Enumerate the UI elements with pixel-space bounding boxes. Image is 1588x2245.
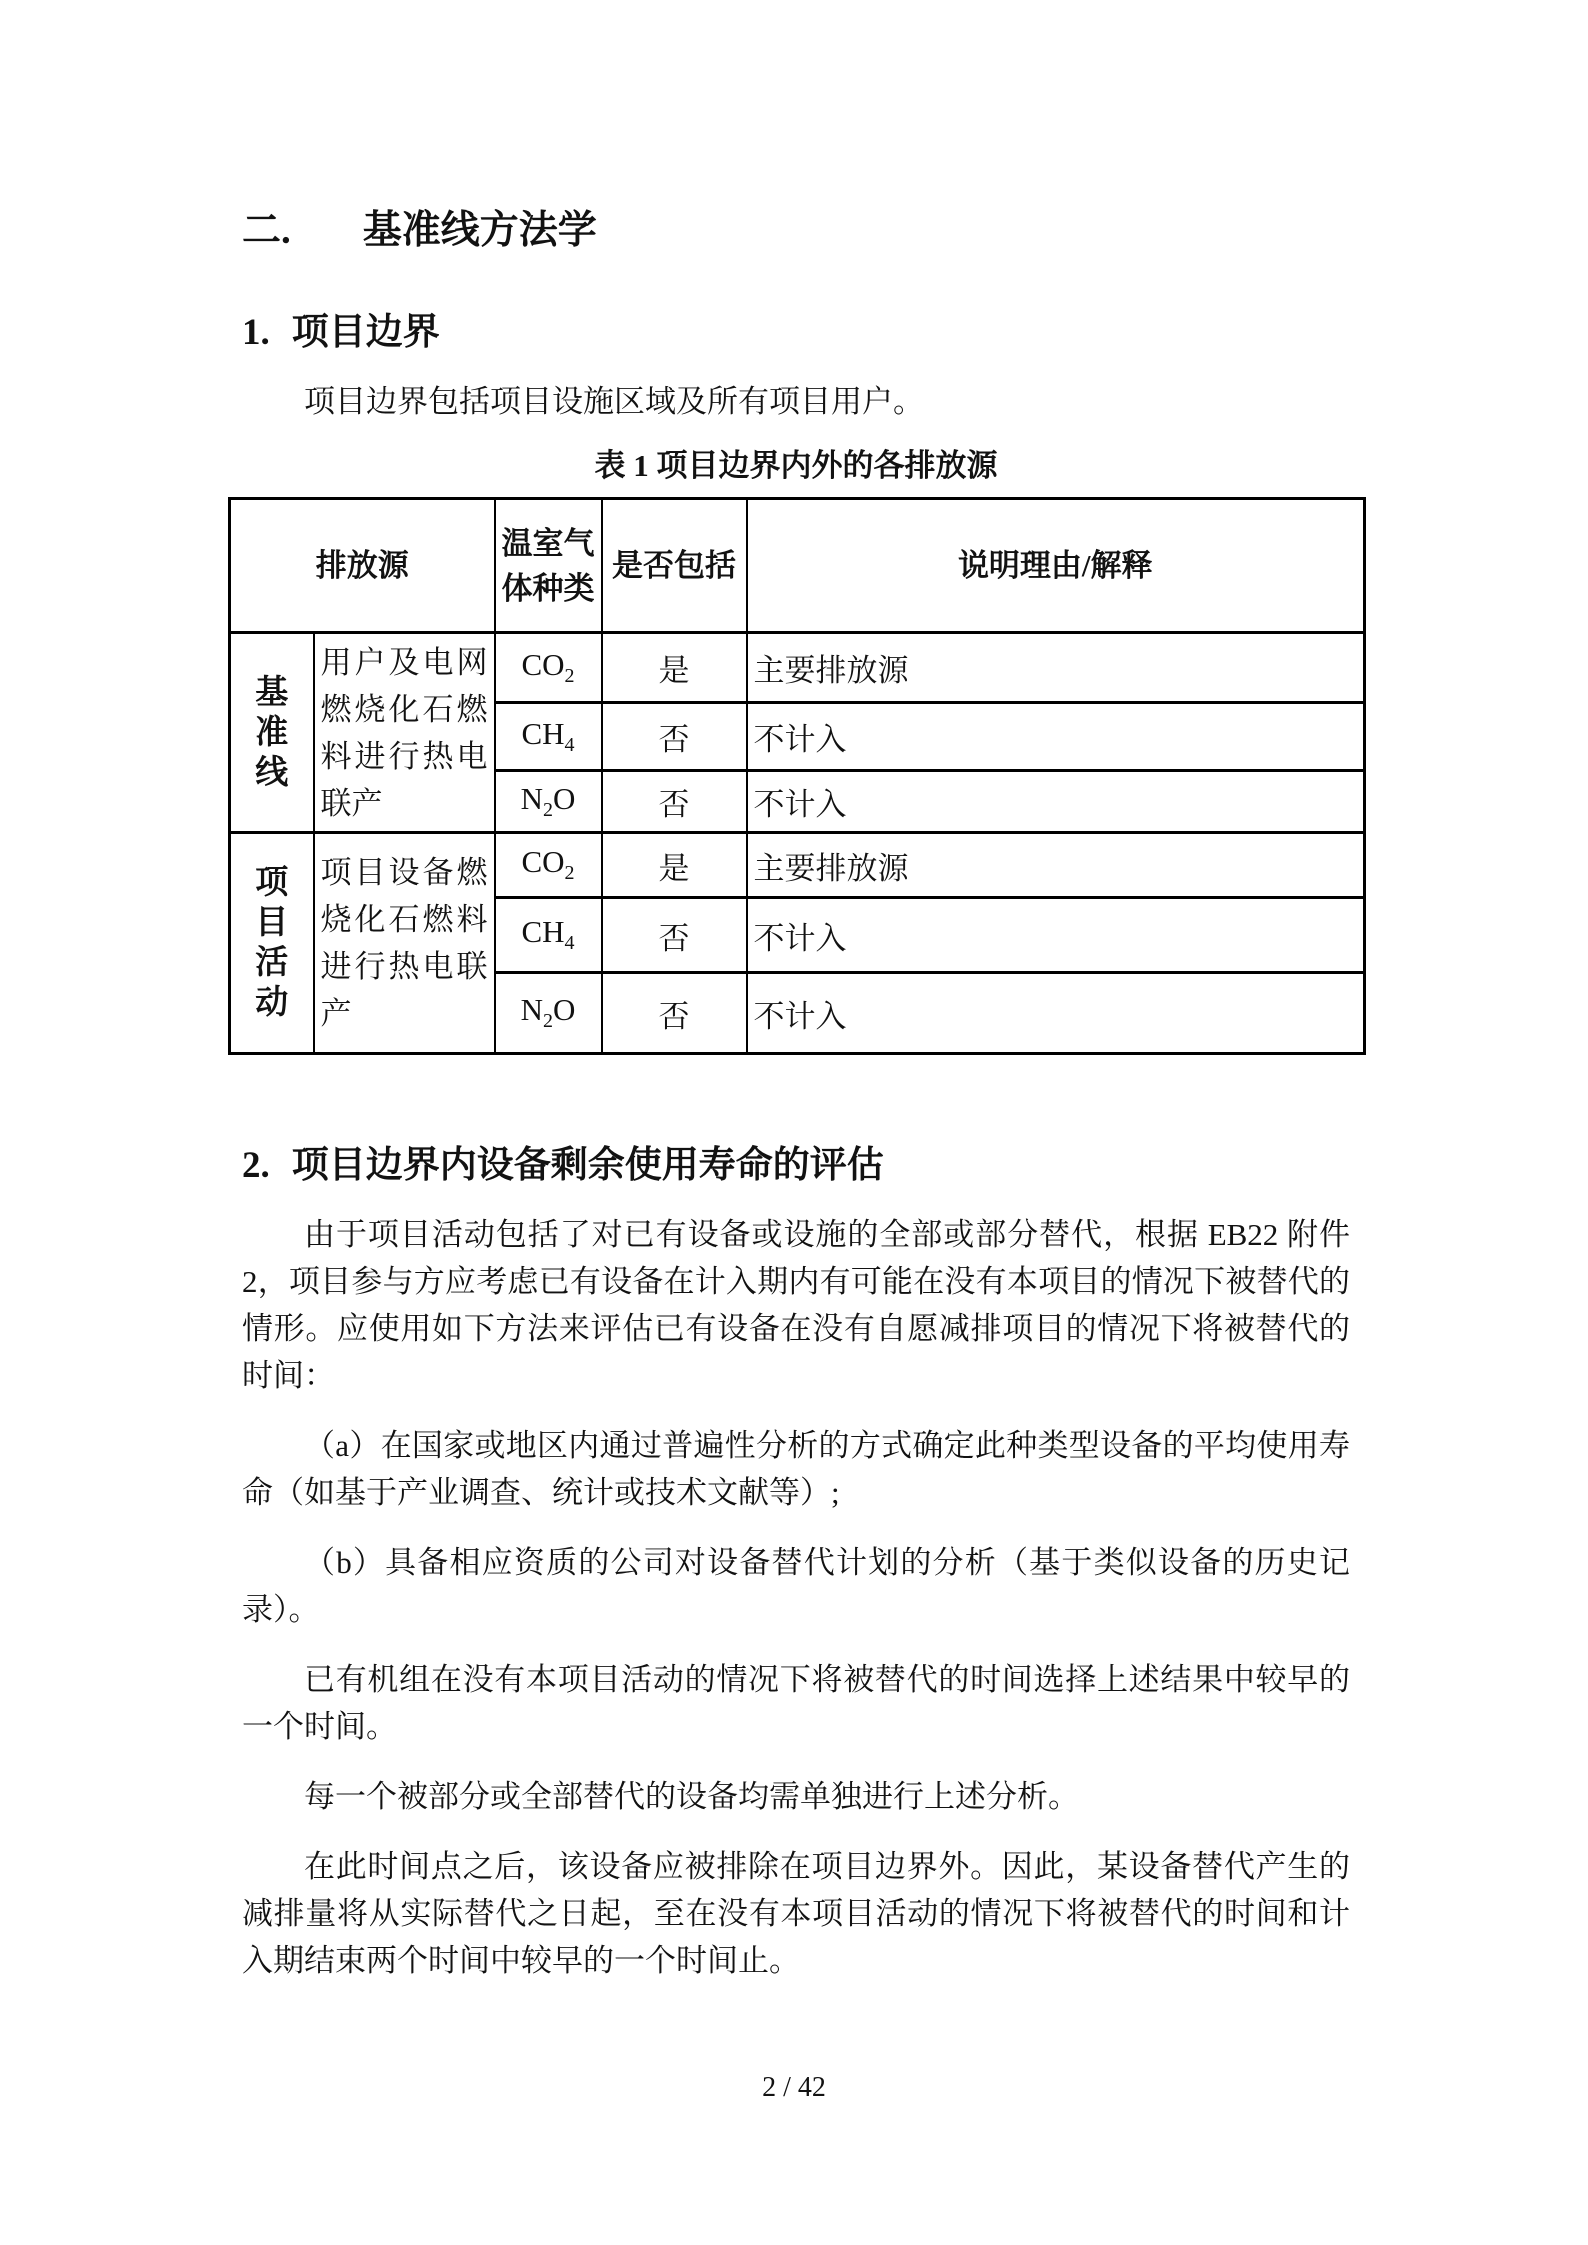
emission-sources-table <box>228 497 1366 1055</box>
gas-subscript: 2 <box>543 1010 553 1033</box>
included-cell: 否 <box>602 771 747 833</box>
gas-cell <box>495 973 602 1054</box>
included-cell: 否 <box>602 703 747 771</box>
justification-cell: 不计入 <box>747 898 1365 973</box>
section-1-number: 1. <box>242 312 270 353</box>
included-cell: 否 <box>602 973 747 1054</box>
header-included: 是否包括 <box>602 499 747 633</box>
group-label-cell <box>230 833 314 1054</box>
main-heading-number: 二. <box>242 209 291 252</box>
section-2-heading <box>242 1145 1350 1187</box>
source-description-cell: 项目设备燃烧化石燃料进行热电联产 <box>314 833 495 1054</box>
paragraph-item-b: （b）具备相应资质的公司对设备替代计划的分析（基于类似设备的历史记录）。 <box>242 1545 1350 1627</box>
gas-subscript: 2 <box>564 665 575 688</box>
header-source: 排放源 <box>230 499 495 633</box>
gas-cell <box>495 703 602 771</box>
table-caption: 表 1 项目边界内外的各排放源 <box>594 448 998 483</box>
paragraph: 由于项目活动包括了对已有设备或设施的全部或部分替代，根据 EB22 附件 2，项目参与方应考虑已有设备在计入期内有可能在没有本项目的情况下被替代的情形。应使用如下方法来评估已有设备在没有自愿减排项目的情况下将被替代的时间： <box>242 1217 1350 1393</box>
gas-formula: CO <box>521 646 565 682</box>
paragraph: 已有机组在没有本项目活动的情况下将被替代的时间选择上述结果中较早的一个时间。 <box>242 1662 1350 1744</box>
gas-formula: N <box>520 992 543 1028</box>
justification-cell: 主要排放源 <box>747 833 1365 898</box>
gas-subscript: 4 <box>564 932 575 955</box>
gas-subscript: 2 <box>543 799 553 822</box>
main-heading-title: 基准线方法学 <box>362 209 597 252</box>
included-cell: 否 <box>602 898 747 973</box>
section-1-paragraph: 项目边界包括项目设施区域及所有项目用户。 <box>304 384 924 419</box>
paragraph-item-a: （a）在国家或地区内通过普遍性分析的方式确定此种类型设备的平均使用寿命（如基于产业调查、统计或技术文献等）; <box>242 1428 1350 1510</box>
gas-formula: CH <box>521 914 565 950</box>
section-2-number: 2. <box>242 1145 270 1186</box>
paragraph: 在此时间点之后，该设备应被排除在项目边界外。因此，某设备替代产生的减排量将从实际替代之日起，至在没有本项目活动的情况下将被替代的时间和计入期结束两个时间中较早的一个时间止。 <box>242 1849 1350 1978</box>
gas-cell <box>495 771 602 833</box>
header-justification: 说明理由/解释 <box>747 499 1365 633</box>
group-label-project: 项目活动 <box>255 865 289 1021</box>
gas-subscript: 4 <box>564 734 575 757</box>
table-row <box>230 833 1365 898</box>
table-row <box>230 633 1365 703</box>
group-label-baseline: 基准线 <box>255 674 289 791</box>
included-cell: 是 <box>602 833 747 898</box>
main-heading <box>242 210 1350 252</box>
section-1-heading <box>242 312 1350 354</box>
gas-formula-suffix: O <box>553 992 576 1028</box>
gas-formula-suffix: O <box>553 780 576 816</box>
header-gas: 温室气体种类 <box>495 499 602 633</box>
gas-cell <box>495 833 602 898</box>
gas-formula: CO <box>521 844 565 880</box>
table-header-row <box>230 499 1365 633</box>
section-1-title: 项目边界 <box>291 312 440 353</box>
included-cell: 是 <box>602 633 747 703</box>
justification-cell: 主要排放源 <box>747 633 1365 703</box>
paragraph: 每一个被部分或全部替代的设备均需单独进行上述分析。 <box>304 1779 1079 1814</box>
page-number: 2 / 42 <box>762 2072 826 2103</box>
group-label-cell <box>230 633 314 833</box>
justification-cell: 不计入 <box>747 973 1365 1054</box>
gas-formula: N <box>520 780 543 816</box>
gas-cell <box>495 898 602 973</box>
justification-cell: 不计入 <box>747 703 1365 771</box>
gas-subscript: 2 <box>564 862 575 885</box>
gas-formula: CH <box>521 715 565 751</box>
justification-cell: 不计入 <box>747 771 1365 833</box>
section-2-title: 项目边界内设备剩余使用寿命的评估 <box>291 1145 884 1186</box>
source-description-cell: 用户及电网燃烧化石燃料进行热电联产 <box>314 633 495 833</box>
gas-cell <box>495 633 602 703</box>
